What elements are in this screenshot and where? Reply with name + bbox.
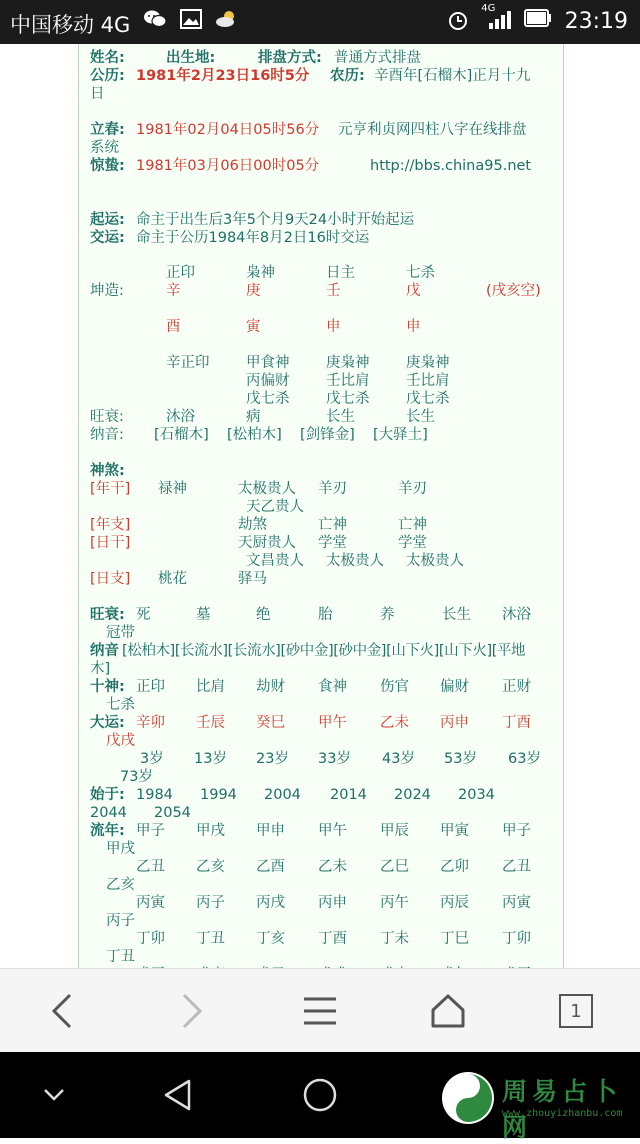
- shensha-row-label: [日支]: [90, 571, 131, 587]
- wangshuai-year: 沐浴: [166, 409, 195, 425]
- solar-label: 公历:: [90, 68, 125, 84]
- watermark-url: www.zhouyizhanbu.com: [502, 1108, 623, 1119]
- shensha-cell: 学堂: [398, 535, 427, 551]
- lunar-value-wrap: 日: [90, 86, 105, 102]
- liunian-cell: 丁巳: [440, 931, 469, 947]
- liunian-cell: 丁酉: [318, 931, 347, 947]
- page-content[interactable]: [0, 44, 640, 968]
- chevron-left-icon: [50, 991, 74, 1031]
- tabs-count-icon: [559, 994, 593, 1028]
- shishen-label: 十神:: [90, 679, 125, 695]
- wangshuai-hour: 长生: [406, 409, 435, 425]
- wangshuai-month: 病: [246, 409, 261, 425]
- hidden-hour-2: 壬比肩: [406, 373, 450, 389]
- liunian-cell: 丁丑: [196, 931, 225, 947]
- watermark-logo-icon: [440, 1070, 496, 1126]
- signal-tag: 4G: [481, 3, 496, 14]
- branch-year: 酉: [166, 319, 181, 335]
- shensha-cell: 太极贵人: [326, 553, 384, 569]
- kunzao-label: 坤造:: [90, 283, 124, 299]
- dayun-wangshuai: 死: [136, 607, 151, 623]
- shensha-cell: 劫煞: [238, 517, 267, 533]
- home-icon: [430, 993, 466, 1029]
- birthplace-label: 出生地:: [166, 50, 216, 66]
- dayun-pillar: 甲午: [318, 715, 347, 731]
- battery-icon: [524, 9, 552, 32]
- back-button[interactable]: [12, 969, 112, 1053]
- stem-year: 辛: [166, 283, 181, 299]
- jingzhe-label: 惊蛰:: [90, 158, 125, 174]
- start-year: 1984: [136, 787, 173, 803]
- liunian-cell: 丁卯: [136, 931, 165, 947]
- shensha-cell: 羊刃: [318, 481, 347, 497]
- hidden-year-1: 辛正印: [166, 355, 210, 371]
- liunian-cell: 丁亥: [256, 931, 285, 947]
- shensha-cell: 羊刃: [398, 481, 427, 497]
- watermark: [440, 1070, 640, 1142]
- chevron-down-icon: [43, 1088, 65, 1102]
- liunian-cell: 乙酉: [256, 859, 285, 875]
- nayin-month: [松柏木]: [227, 427, 282, 443]
- void-label: (戌亥空): [486, 283, 541, 299]
- site-name: 元亨利贞网四柱八字在线排盘: [338, 122, 527, 138]
- start-year: 2014: [330, 787, 367, 803]
- dayun-wangshuai-wrap: 冠带: [106, 625, 135, 641]
- dayun-age: 53岁: [444, 751, 477, 767]
- method-label: 排盘方式:: [258, 50, 322, 66]
- menu-icon: [302, 996, 338, 1026]
- dayun-pillar: 丁酉: [502, 715, 531, 731]
- ten-god-year: 正印: [166, 265, 195, 281]
- liunian-cell: 丁卯: [502, 931, 531, 947]
- browser-toolbar: [0, 968, 640, 1053]
- nav-back-button[interactable]: [138, 1052, 218, 1138]
- dayun-pillar: 乙未: [380, 715, 409, 731]
- dayun-wangshuai: 长生: [442, 607, 471, 623]
- hidden-month-2: 丙偏财: [246, 373, 290, 389]
- tabs-button[interactable]: [526, 969, 626, 1053]
- hidden-month-1: 甲食神: [246, 355, 290, 371]
- shishen-cell: 正财: [502, 679, 531, 695]
- hide-nav-button[interactable]: [14, 1052, 94, 1138]
- dayun-age: 33岁: [318, 751, 351, 767]
- circle-home-icon: [302, 1077, 338, 1113]
- dayun-age: 3岁: [140, 751, 164, 767]
- liunian-cell: 乙亥: [196, 859, 225, 875]
- liunian-cell: 乙丑: [136, 859, 165, 875]
- wangshuai-label: 旺衰:: [90, 409, 124, 425]
- branch-hour: 申: [406, 319, 421, 335]
- nayin-label: 纳音:: [90, 427, 124, 443]
- stem-hour: 戊: [406, 283, 421, 299]
- dayun-age: 13岁: [194, 751, 227, 767]
- watermark-title: 周易占卜网: [502, 1077, 623, 1142]
- liunian-cell: 丙寅: [136, 895, 165, 911]
- liunian-cell: 乙未: [318, 859, 347, 875]
- jingzhe-value: 1981年03月06日00时05分: [136, 158, 320, 174]
- image-icon: [180, 9, 202, 34]
- menu-button[interactable]: [270, 969, 370, 1053]
- liunian-cell: 丙辰: [440, 895, 469, 911]
- shensha-cell: 文昌贵人: [246, 553, 304, 569]
- start-year: 2054: [154, 805, 191, 821]
- jiaoyun-label: 交运:: [90, 230, 125, 246]
- nayin-day: [剑锋金]: [300, 427, 355, 443]
- shishen-cell: 比肩: [196, 679, 225, 695]
- qiyun-label: 起运:: [90, 212, 125, 228]
- liunian-cell: 丙寅: [502, 895, 531, 911]
- liunian-cell: 丙申: [318, 895, 347, 911]
- liunian-cell: 甲子: [502, 823, 531, 839]
- dayun-pillar: 癸巳: [256, 715, 285, 731]
- stem-month: 庚: [246, 283, 261, 299]
- hidden-hour-1: 庚枭神: [406, 355, 450, 371]
- dayun-nayin: [松柏木][长流水][长流水][砂中金][砂中金][山下火][山下火][平地: [122, 643, 526, 659]
- hidden-day-3: 戊七杀: [326, 391, 370, 407]
- liunian-cell: 丁未: [380, 931, 409, 947]
- shensha-cell: 天乙贵人: [246, 499, 304, 515]
- carrier-label: 中国移动 4G: [10, 13, 131, 37]
- shishen-cell: 伤官: [380, 679, 409, 695]
- lichun-value: 1981年02月04日05时56分: [136, 122, 320, 138]
- site-name-wrap: 系统: [90, 140, 119, 156]
- shensha-cell: 驿马: [238, 571, 267, 587]
- stem-day: 壬: [326, 283, 341, 299]
- jiaoyun-value: 命主于公历1984年8月2日16时交运: [136, 230, 370, 246]
- shishen-wrap: 七杀: [106, 697, 135, 713]
- status-left: [10, 9, 240, 39]
- liunian-cell: 丙子: [196, 895, 225, 911]
- liunian-cell: 乙丑: [502, 859, 531, 875]
- liunian-cell: 甲子: [136, 823, 165, 839]
- shiyu-label: 始于:: [90, 787, 125, 803]
- dayun-wangshuai-label: 旺衰:: [90, 607, 125, 623]
- nav-home-button[interactable]: [280, 1052, 360, 1138]
- dayun-age: 23岁: [256, 751, 289, 767]
- alarm-icon: [447, 9, 469, 36]
- liunian-cell: 甲戌: [196, 823, 225, 839]
- liunian-wrap: 甲戌: [106, 841, 135, 857]
- forward-button[interactable]: [142, 969, 242, 1053]
- liunian-label: 流年:: [90, 823, 125, 839]
- ten-god-month: 枭神: [246, 265, 275, 281]
- shensha-row-label: [年支]: [90, 517, 131, 533]
- liunian-cell: 甲申: [256, 823, 285, 839]
- shensha-cell: 天厨贵人: [238, 535, 296, 551]
- liunian-cell: 乙巳: [380, 859, 409, 875]
- start-year: 2004: [264, 787, 301, 803]
- tabs-count: 1: [570, 1000, 582, 1022]
- branch-day: 申: [326, 319, 341, 335]
- chevron-right-icon: [180, 991, 204, 1031]
- liunian-cell: 甲辰: [380, 823, 409, 839]
- ten-god-day: 日主: [326, 265, 355, 281]
- start-year: 1994: [200, 787, 237, 803]
- dayun-wangshuai: 绝: [256, 607, 271, 623]
- shensha-cell: 亡神: [318, 517, 347, 533]
- triangle-back-icon: [161, 1078, 195, 1112]
- status-right: [441, 3, 628, 36]
- liunian-cell: 乙卯: [440, 859, 469, 875]
- branch-month: 寅: [246, 319, 261, 335]
- dayun-age: 63岁: [508, 751, 541, 767]
- hidden-day-2: 壬比肩: [326, 373, 370, 389]
- dayun-pillar: 丙申: [440, 715, 469, 731]
- dayun-pillar-wrap: 戊戌: [106, 733, 135, 749]
- lunar-label: 农历:: [330, 68, 365, 84]
- solar-value: 1981年2月23日16时5分: [136, 68, 310, 84]
- dayun-nayin-label: 纳音: [90, 643, 119, 659]
- wangshuai-day: 长生: [326, 409, 355, 425]
- liunian-cell: 丙戌: [256, 895, 285, 911]
- shensha-row-label: [日干]: [90, 535, 131, 551]
- shishen-cell: 偏财: [440, 679, 469, 695]
- nayin-hour: [大驿土]: [373, 427, 428, 443]
- weather-icon: [214, 9, 240, 34]
- dayun-wangshuai: 墓: [196, 607, 211, 623]
- dayun-nayin-wrap: 木]: [90, 661, 111, 677]
- shensha-cell: 亡神: [398, 517, 427, 533]
- hidden-hour-3: 戊七杀: [406, 391, 450, 407]
- shensha-cell: 桃花: [158, 571, 187, 587]
- wechat-icon: [143, 9, 167, 34]
- status-bar: [0, 0, 640, 44]
- site-url-link[interactable]: http://bbs.china95.net: [370, 158, 532, 174]
- ten-god-hour: 七杀: [406, 265, 435, 281]
- dayun-pillar: 辛卯: [136, 715, 165, 731]
- shensha-row-label: [年干]: [90, 481, 131, 497]
- dayun-age-wrap: 73岁: [120, 769, 153, 785]
- shishen-cell: 正印: [136, 679, 165, 695]
- name-label: 姓名:: [90, 50, 125, 66]
- dayun-pillar: 壬辰: [196, 715, 225, 731]
- liunian-wrap: 丙子: [106, 913, 135, 929]
- shishen-cell: 劫财: [256, 679, 285, 695]
- liunian-cell: 丙午: [380, 895, 409, 911]
- shensha-cell: 禄神: [158, 481, 187, 497]
- bazi-panel: [78, 44, 564, 984]
- start-year: 2044: [90, 805, 127, 821]
- shensha-cell: 学堂: [318, 535, 347, 551]
- shensha-cell: 太极贵人: [406, 553, 464, 569]
- dayun-wangshuai: 养: [380, 607, 395, 623]
- hidden-month-3: 戊七杀: [246, 391, 290, 407]
- home-button[interactable]: [398, 969, 498, 1053]
- method-value: 普通方式排盘: [334, 50, 421, 66]
- qiyun-value: 命主于出生后3年5个月9天24小时开始起运: [136, 212, 415, 228]
- start-year: 2034: [458, 787, 495, 803]
- start-year: 2024: [394, 787, 431, 803]
- dayun-age: 43岁: [382, 751, 415, 767]
- liunian-wrap: 丁丑: [106, 949, 135, 965]
- signal-icon: [481, 3, 511, 36]
- dayun-wangshuai: 胎: [318, 607, 333, 623]
- nayin-year: [石榴木]: [154, 427, 209, 443]
- hidden-day-1: 庚枭神: [326, 355, 370, 371]
- liunian-cell: 甲午: [318, 823, 347, 839]
- dayun-label: 大运:: [90, 715, 125, 731]
- lichun-label: 立春:: [90, 122, 125, 138]
- shensha-title: 神煞:: [90, 463, 125, 479]
- shishen-cell: 食神: [318, 679, 347, 695]
- lunar-value: 辛酉年[石榴木]正月十九: [374, 68, 531, 84]
- shensha-cell: 太极贵人: [238, 481, 296, 497]
- clock-label: 23:19: [564, 9, 628, 34]
- liunian-cell: 甲寅: [440, 823, 469, 839]
- dayun-wangshuai: 沐浴: [502, 607, 531, 623]
- liunian-wrap: 乙亥: [106, 877, 135, 893]
